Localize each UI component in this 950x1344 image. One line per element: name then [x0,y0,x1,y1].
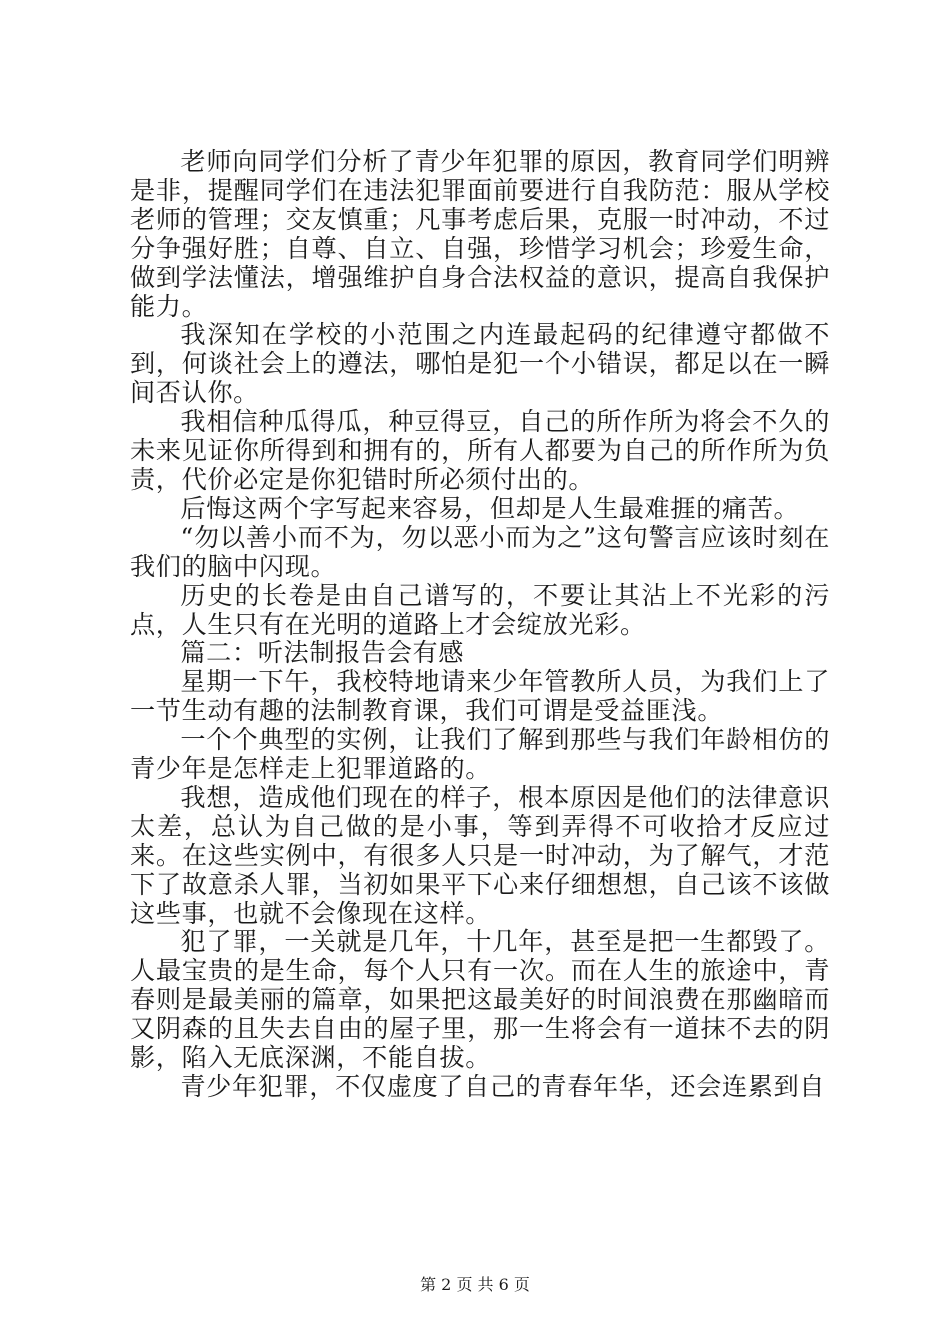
paragraph-7: 星期一下午，我校特地请来少年管教所人员，为我们上了一节生动有趣的法制教育课，我们可谓是受益匪浅。 [130,667,830,726]
paragraph-10: 犯了罪，一关就是几年，十几年，甚至是把一生都毁了。人最宝贵的是生命，每个人只有一次。而在人生的旅途中，青春则是最美丽的篇章，如果把这最美好的时间浪费在那幽暗而又阴森的且失去自由的屋子里，那一生将会有一道抹不去的阴影，陷入无底深渊，不能自拔。 [130,927,830,1073]
paragraph-11: 青少年犯罪，不仅虚度了自己的青春年华，还会连累到自 [180,1072,826,1101]
paragraph-6: 历史的长卷是由自己谱写的，不要让其沾上不光彩的污点，人生只有在光明的道路上才会绽放光彩。 [130,580,830,639]
paragraph-8: 一个个典型的实例，让我们了解到那些与我们年龄相仿的青少年是怎样走上犯罪道路的。 [130,725,830,784]
paragraph-2: 我深知在学校的小范围之内连最起码的纪律遵守都做不到，何谈社会上的遵法，哪怕是犯一个小错误，都足以在一瞬间否认你。 [130,320,830,408]
section-heading: 篇二：听法制报告会有感 [180,638,465,668]
document-body [130,148,830,1102]
page-footer: 第 2 页 共 6 页 [420,1275,530,1294]
paragraph-4: 后悔这两个字写起来容易，但却是人生最难捱的痛苦。 [180,493,800,523]
paragraph-3: 我相信种瓜得瓜，种豆得豆，自己的所作所为将会不久的未来见证你所得到和拥有的，所有人都要为自己的所作所为负责，代价必定是你犯错时所必须付出的。 [130,407,830,494]
paragraph-9: 我想，造成他们现在的样子，根本原因是他们的法律意识太差，总认为自己做的是小事，等到弄得不可收拾才反应过来。在这些实例中，有很多人只是一时冲动，为了解气，才范下了故意杀人罪，当初如果平下心来仔细想想，自己该不该做这些事，也就不会像现在这样。 [130,782,830,928]
paragraph-1: 老师向同学们分析了青少年犯罪的原因，教育同学们明辨是非，提醒同学们在违法犯罪面前要进行自我防范：服从学校老师的管理；交友慎重；凡事考虑后果，克服一时冲动，不过分争强好胜；自尊、自立、自强，珍惜学习机会；珍爱生命，做到学法懂法，增强维护自身合法权益的意识，提高自我保护能力。 [130,147,830,321]
paragraph-5: “勿以善小而不为，勿以恶小而为之”这句警言应该时刻在我们的脑中闪现。 [130,522,830,581]
